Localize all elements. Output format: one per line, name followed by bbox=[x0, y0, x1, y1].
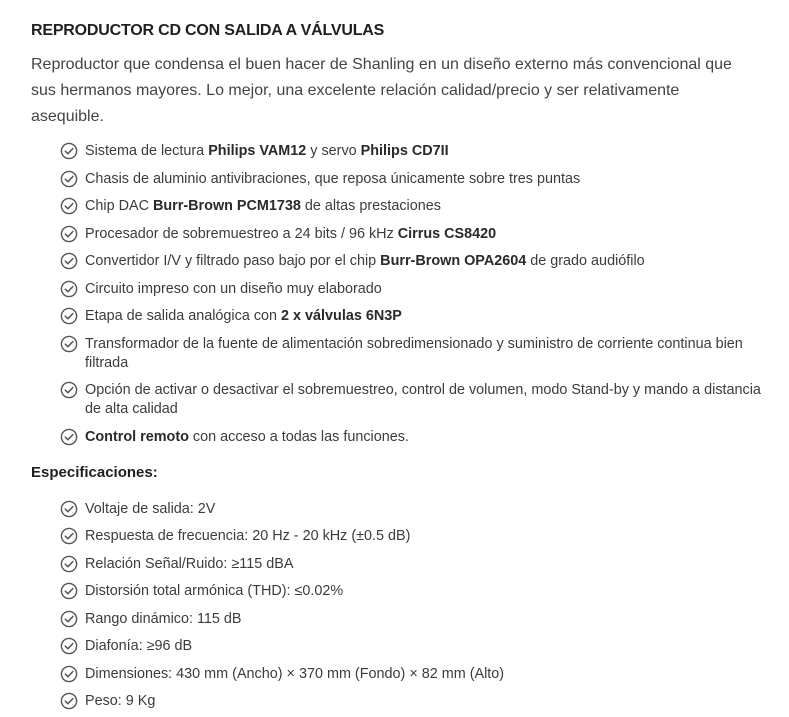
check-circle-icon bbox=[60, 252, 78, 270]
spec-item: Diafonía: ≥96 dB bbox=[60, 637, 765, 656]
feature-item: Etapa de salida analógica con 2 x válvulas 6N3P bbox=[60, 307, 765, 326]
feature-item: Sistema de lectura Philips VAM12 y servo Philips CD7II bbox=[60, 142, 765, 161]
specifications-heading: Especificaciones: bbox=[31, 463, 158, 481]
check-circle-icon bbox=[60, 610, 78, 628]
spec-item: Voltaje de salida: 2V bbox=[60, 500, 765, 519]
check-circle-icon bbox=[60, 225, 78, 243]
check-circle-icon bbox=[60, 197, 78, 215]
check-circle-icon bbox=[60, 692, 78, 710]
feature-item: Chip DAC Burr-Brown PCM1738 de altas prestaciones bbox=[60, 197, 765, 216]
specifications-list bbox=[60, 500, 769, 712]
feature-item: Control remoto con acceso a todas las funciones. bbox=[60, 428, 765, 447]
check-circle-icon bbox=[60, 555, 78, 573]
feature-item: Opción de activar o desactivar el sobremuestreo, control de volumen, modo Stand-by y mando a distancia de alta calidad bbox=[60, 381, 765, 419]
check-circle-icon bbox=[60, 500, 78, 518]
feature-item: Chasis de aluminio antivibraciones, que reposa únicamente sobre tres puntas bbox=[60, 170, 765, 189]
feature-list bbox=[60, 142, 769, 447]
check-circle-icon bbox=[60, 307, 78, 325]
feature-item: Transformador de la fuente de alimentación sobredimensionado y suministro de corriente continua bien filtrada bbox=[60, 335, 765, 373]
feature-item: Convertidor I/V y filtrado paso bajo por el chip Burr-Brown OPA2604 de grado audiófilo bbox=[60, 252, 765, 271]
check-circle-icon bbox=[60, 637, 78, 655]
check-circle-icon bbox=[60, 428, 78, 446]
spec-item: Respuesta de frecuencia: 20 Hz - 20 kHz (±0.5 dB) bbox=[60, 527, 765, 546]
spec-item: Relación Señal/Ruido: ≥115 dBA bbox=[60, 555, 765, 574]
check-circle-icon bbox=[60, 665, 78, 683]
check-circle-icon bbox=[60, 527, 78, 545]
section-title: REPRODUCTOR CD CON SALIDA A VÁLVULAS bbox=[31, 22, 385, 39]
check-circle-icon bbox=[60, 582, 78, 600]
spec-item: Rango dinámico: 115 dB bbox=[60, 610, 765, 629]
spec-item: Distorsión total armónica (THD): ≤0.02% bbox=[60, 582, 765, 601]
spec-item: Dimensiones: 430 mm (Ancho) × 370 mm (Fondo) × 82 mm (Alto) bbox=[60, 665, 765, 684]
feature-item: Procesador de sobremuestreo a 24 bits / 96 kHz Cirrus CS8420 bbox=[60, 225, 765, 244]
check-circle-icon bbox=[60, 142, 78, 160]
check-circle-icon bbox=[60, 335, 78, 353]
feature-item: Circuito impreso con un diseño muy elaborado bbox=[60, 280, 765, 299]
spec-item: Peso: 9 Kg bbox=[60, 692, 765, 711]
check-circle-icon bbox=[60, 381, 78, 399]
intro-paragraph: Reproductor que condensa el buen hacer de Shanling en un diseño externo más convencional que sus hermanos mayores. Lo mejor, una excelente relación calidad/precio y ser relativamente asequible. bbox=[31, 56, 732, 125]
check-circle-icon bbox=[60, 170, 78, 188]
check-circle-icon bbox=[60, 280, 78, 298]
